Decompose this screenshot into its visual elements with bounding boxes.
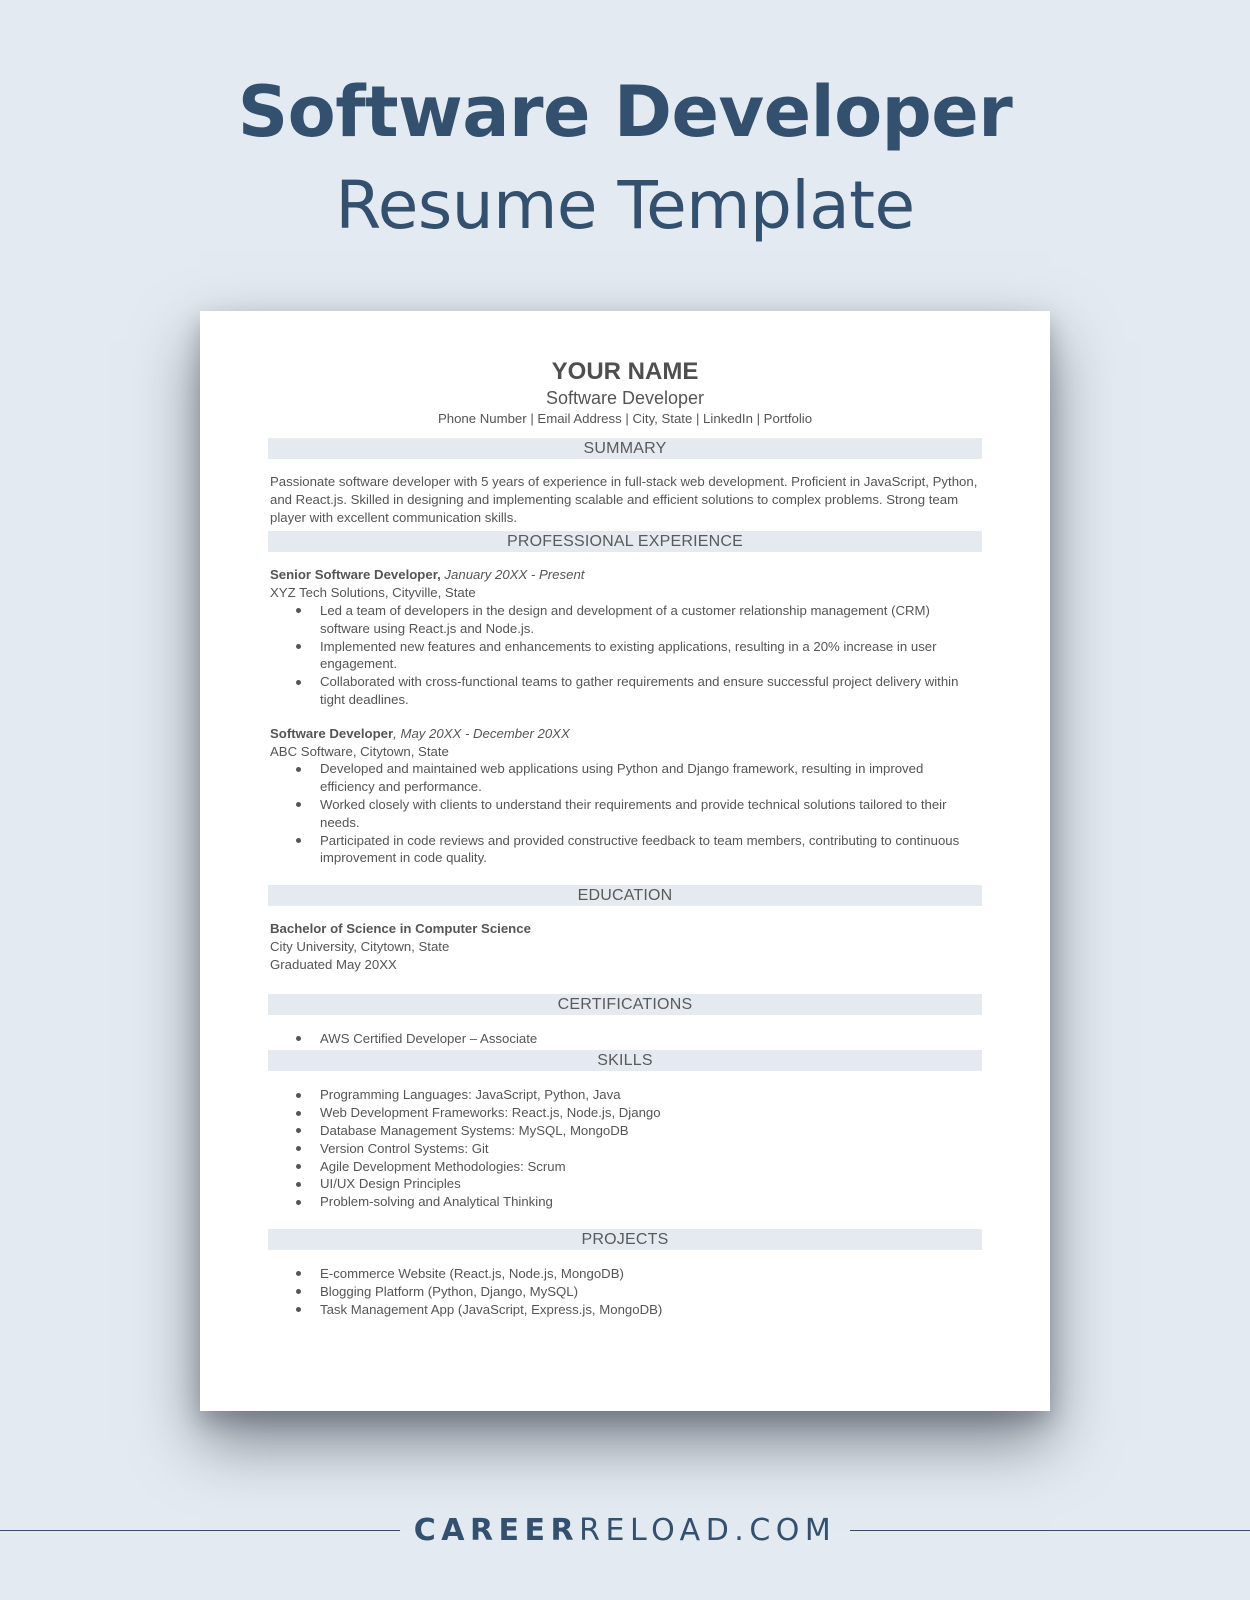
job-entry xyxy=(268,725,982,761)
summary-text: Passionate software developer with 5 years of experience in full-stack web development. Proficient in JavaScript, Python, and React.js. Skilled in designing and implementing scalable and efficient solutions to complex problems. Strong team player with excellent communication skills. xyxy=(270,474,978,525)
list-item: Participated in code reviews and provided constructive feedback to team members, contributing to continuous improvement in code quality. xyxy=(320,832,982,868)
list-item: Collaborated with cross-functional teams to gather requirements and ensure successful project delivery within tight deadlines. xyxy=(320,673,982,709)
degree: Bachelor of Science in Computer Science xyxy=(270,921,531,937)
list-item: Database Management Systems: MySQL, MongoDB xyxy=(320,1122,982,1140)
section-heading-projects: PROJECTS xyxy=(268,1229,982,1250)
section-heading-experience: PROFESSIONAL EXPERIENCE xyxy=(268,531,982,552)
job-title-line xyxy=(270,566,980,584)
list-item: Programming Languages: JavaScript, Python, Java xyxy=(320,1086,982,1104)
header-title: Software Developer xyxy=(237,71,1013,153)
certifications-list xyxy=(268,1030,982,1048)
job-bullets xyxy=(268,602,982,709)
job-company: XYZ Tech Solutions, Cityville, State xyxy=(270,585,476,601)
list-item: Developed and maintained web applications using Python and Django framework, resulting in improved efficiency and performance. xyxy=(320,760,982,796)
list-item: Web Development Frameworks: React.js, Node.js, Django xyxy=(320,1104,982,1122)
projects-list xyxy=(268,1265,982,1318)
list-item: Problem-solving and Analytical Thinking xyxy=(320,1193,982,1211)
contact-line: Phone Number | Email Address | City, State | LinkedIn | Portfolio xyxy=(437,411,813,426)
footer-brand-rest: RELOAD.COM xyxy=(579,1513,837,1548)
list-item: AWS Certified Developer – Associate xyxy=(320,1030,982,1048)
job-entry xyxy=(268,566,982,602)
section-heading-certifications: CERTIFICATIONS xyxy=(268,994,982,1015)
education-entry xyxy=(268,920,982,973)
list-item: Led a team of developers in the design and development of a customer relationship management (CRM) software using React.js and Node.js. xyxy=(320,602,982,638)
resume-content xyxy=(268,357,982,1318)
list-item: UI/UX Design Principles xyxy=(320,1175,982,1193)
list-item: Blogging Platform (Python, Django, MySQL) xyxy=(320,1283,982,1301)
site-footer xyxy=(0,1510,1250,1560)
job-company: ABC Software, Citytown, State xyxy=(270,743,449,759)
footer-divider xyxy=(850,1530,1250,1531)
job-title: Software Developer xyxy=(270,725,394,741)
resume-header xyxy=(268,357,982,428)
list-item: Worked closely with clients to understand their requirements and provide technical solutions tailored to their needs. xyxy=(320,796,982,832)
job-title-line xyxy=(270,725,980,743)
resume-document xyxy=(200,311,1050,1411)
section-heading-skills: SKILLS xyxy=(268,1050,982,1071)
candidate-name: YOUR NAME xyxy=(551,358,699,385)
graduation-date: Graduated May 20XX xyxy=(270,956,397,972)
skills-list xyxy=(268,1086,982,1211)
job-dates: January 20XX - Present xyxy=(440,567,585,583)
job-bullets xyxy=(268,760,982,867)
page-header xyxy=(0,60,1250,248)
list-item: Task Management App (JavaScript, Express.js, MongoDB) xyxy=(320,1301,982,1319)
candidate-role: Software Developer xyxy=(545,388,705,408)
header-subtitle: Resume Template xyxy=(335,167,915,244)
list-item: Agile Development Methodologies: Scrum xyxy=(320,1158,982,1176)
footer-divider xyxy=(0,1530,400,1531)
section-heading-education: EDUCATION xyxy=(268,885,982,906)
school: City University, Citytown, State xyxy=(270,938,450,954)
list-item: Version Control Systems: Git xyxy=(320,1140,982,1158)
footer-brand xyxy=(400,1510,850,1552)
list-item: Implemented new features and enhancements to existing applications, resulting in a 20% increase in user engagement. xyxy=(320,638,982,674)
job-title: Senior Software Developer, xyxy=(270,567,441,583)
footer-brand-bold: CAREER xyxy=(413,1513,580,1548)
section-heading-summary: SUMMARY xyxy=(268,438,982,459)
list-item: E-commerce Website (React.js, Node.js, MongoDB) xyxy=(320,1265,982,1283)
job-dates: , May 20XX - December 20XX xyxy=(393,725,570,741)
